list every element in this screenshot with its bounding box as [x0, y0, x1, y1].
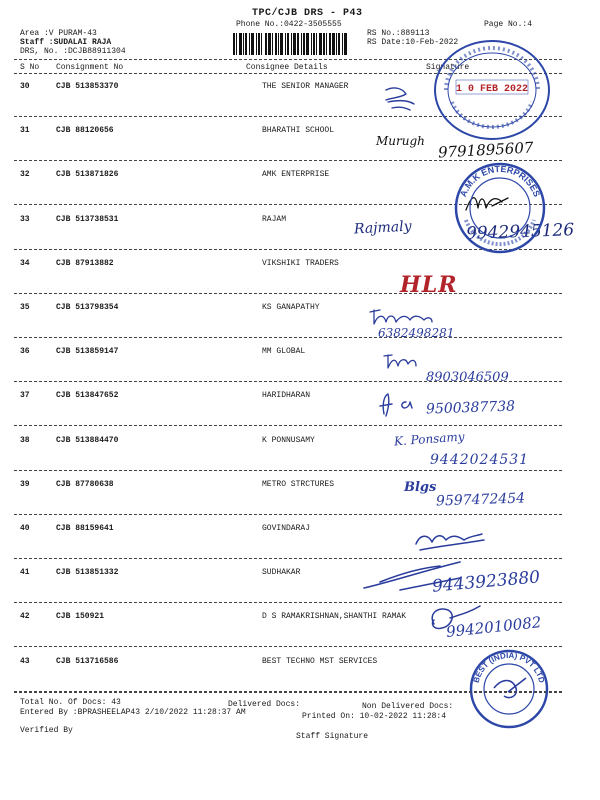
row-sno: 40: [20, 524, 30, 533]
handwritten-name-row-33: Rajmaly: [353, 218, 412, 238]
row-consignment-no: CJB 513853370: [56, 82, 119, 91]
row-divider: [14, 514, 562, 515]
row-consignment-no: CJB 513716586: [56, 657, 119, 666]
handwritten-name-row-31: Murugh: [376, 134, 425, 148]
row-divider: [14, 425, 562, 426]
signature-row-30: [380, 84, 420, 114]
verified-by: Verified By: [20, 726, 73, 735]
row-divider: [14, 337, 562, 338]
row-consignment-no: CJB 513871826: [56, 170, 119, 179]
row-sno: 43: [20, 657, 30, 666]
row-sno: 38: [20, 436, 30, 445]
col-consignee: Consignee Details: [246, 63, 328, 72]
row-consignee-name: GOVINDARAJ: [262, 524, 311, 533]
row-consignee-name: RAJAM: [262, 215, 287, 224]
handwritten-initials-row-39: Blgs: [404, 480, 437, 495]
svg-text:A.M.K ENTERPRISES: [458, 164, 542, 198]
row-consignment-no: CJB 513738531: [56, 215, 119, 224]
best-stamp-text: BEST (INDIA) PVT LTD: [471, 650, 547, 684]
handwritten-phone-row-31: 9791895607: [437, 138, 534, 162]
row-consignee-name: BEST TECHNO MST SERVICES: [262, 657, 378, 666]
row-sno: 31: [20, 126, 30, 135]
amk-stamp: [452, 160, 548, 256]
stamp-date-text: 1 0 FEB 2022: [455, 84, 529, 95]
row-consignee-name: SUDHAKAR: [262, 568, 301, 577]
rs-number: RS No.:889113: [367, 29, 430, 38]
row-divider: [14, 470, 562, 471]
row-sno: 34: [20, 259, 30, 268]
handwritten-phone-row-35: 6382498281: [378, 326, 455, 340]
row-sno: 33: [20, 215, 30, 224]
handwritten-phone-row-33: 9942945126: [465, 220, 575, 244]
col-consignment: Consignment No: [56, 63, 124, 72]
signature-row-40: [410, 526, 490, 556]
row-consignment-no: CJB 513884470: [56, 436, 119, 445]
table-row: [0, 524, 600, 568]
total-docs: Total No. Of Docs: 43: [20, 698, 121, 707]
delivered-docs: Delivered Docs:: [228, 700, 301, 709]
handwritten-initials-row-34: HLR: [400, 272, 458, 298]
row-sno: 37: [20, 391, 30, 400]
table-row: [0, 303, 600, 347]
row-sno: 35: [20, 303, 30, 312]
entered-by: Entered By :BPRASHEELAP43 2/10/2022 11:28:37 AM: [20, 708, 246, 717]
handwritten-phone-row-39: 9597472454: [435, 490, 526, 510]
row-divider: [14, 558, 562, 559]
row-sno: 36: [20, 347, 30, 356]
phone-number: Phone No.:0422-3505555: [236, 20, 342, 29]
row-consignee-name: VIKSHIKI TRADERS: [262, 259, 339, 268]
row-consignee-name: THE SENIOR MANAGER: [262, 82, 349, 91]
row-divider: [14, 293, 562, 294]
handwritten-phone-row-37: 9500387738: [425, 398, 516, 418]
document-title: TPC/CJB DRS - P43: [252, 8, 363, 19]
row-consignment-no: CJB 88159641: [56, 524, 114, 533]
row-consignment-no: CJB 87780638: [56, 480, 114, 489]
row-consignee-name: BHARATHI SCHOOL: [262, 126, 335, 135]
handwritten-phone-row-38: 9442024531: [430, 452, 530, 468]
handwritten-phone-row-36: 8903046509: [426, 370, 509, 385]
row-divider: [14, 646, 562, 647]
table-row: [0, 259, 600, 303]
handwritten-phone-row-41: 9443923880: [431, 567, 541, 597]
printed-on: Printed On: 10-02-2022 11:28:4: [302, 712, 447, 721]
svg-text:BEST (INDIA) PVT LTD: [472, 651, 547, 684]
row-sno: 42: [20, 612, 30, 621]
row-sno: 39: [20, 480, 30, 489]
row-sno: 41: [20, 568, 30, 577]
handwritten-phone-row-42: 9942010082: [445, 613, 543, 641]
drs-number: DRS, No. :DCJB88911304: [20, 47, 126, 56]
row-sno: 32: [20, 170, 30, 179]
divider: [14, 692, 562, 693]
row-consignment-no: CJB 87913882: [56, 259, 114, 268]
row-consignee-name: K PONNUSAMY: [262, 436, 315, 445]
non-delivered-docs: Non Delivered Docs:: [362, 702, 454, 711]
staff-signature: Staff Signature: [296, 732, 369, 741]
page-number: Page No.:4: [484, 20, 533, 29]
amk-stamp-text: A.M.K ENTERPRISES: [458, 163, 542, 199]
signature-row-36: [380, 350, 420, 372]
staff-label: Staff :SUDALAI RAJA: [20, 38, 112, 47]
row-consignment-no: CJB 513847652: [56, 391, 119, 400]
col-sno: S No: [20, 63, 40, 72]
best-india-stamp: [468, 648, 550, 730]
row-consignment-no: CJB 513851332: [56, 568, 119, 577]
row-consignee-name: METRO STRCTURES: [262, 480, 335, 489]
row-consignee-name: AMK ENTERPRISE: [262, 170, 330, 179]
row-consignee-name: D S RAMAKRISHNAN,SHANTHI RAMAK: [262, 612, 407, 621]
row-consignee-name: MM GLOBAL: [262, 347, 306, 356]
row-sno: 30: [20, 82, 30, 91]
row-consignment-no: CJB 513798354: [56, 303, 119, 312]
row-consignment-no: CJB 513859147: [56, 347, 119, 356]
area-label: Area :V PURAM-43: [20, 29, 97, 38]
table-row: [0, 347, 600, 391]
handwritten-name-row-38: K. Ponsamy: [393, 429, 466, 449]
row-consignment-no: CJB 150921: [56, 612, 105, 621]
rs-date: RS Date:10-Feb-2022: [367, 38, 459, 47]
barcode: [233, 33, 363, 55]
row-consignee-name: HARIDHARAN: [262, 391, 311, 400]
col-signature: Signature: [426, 63, 470, 72]
row-consignee-name: KS GANAPATHY: [262, 303, 320, 312]
date-stamp: [432, 38, 552, 142]
row-consignment-no: CJB 88120656: [56, 126, 114, 135]
